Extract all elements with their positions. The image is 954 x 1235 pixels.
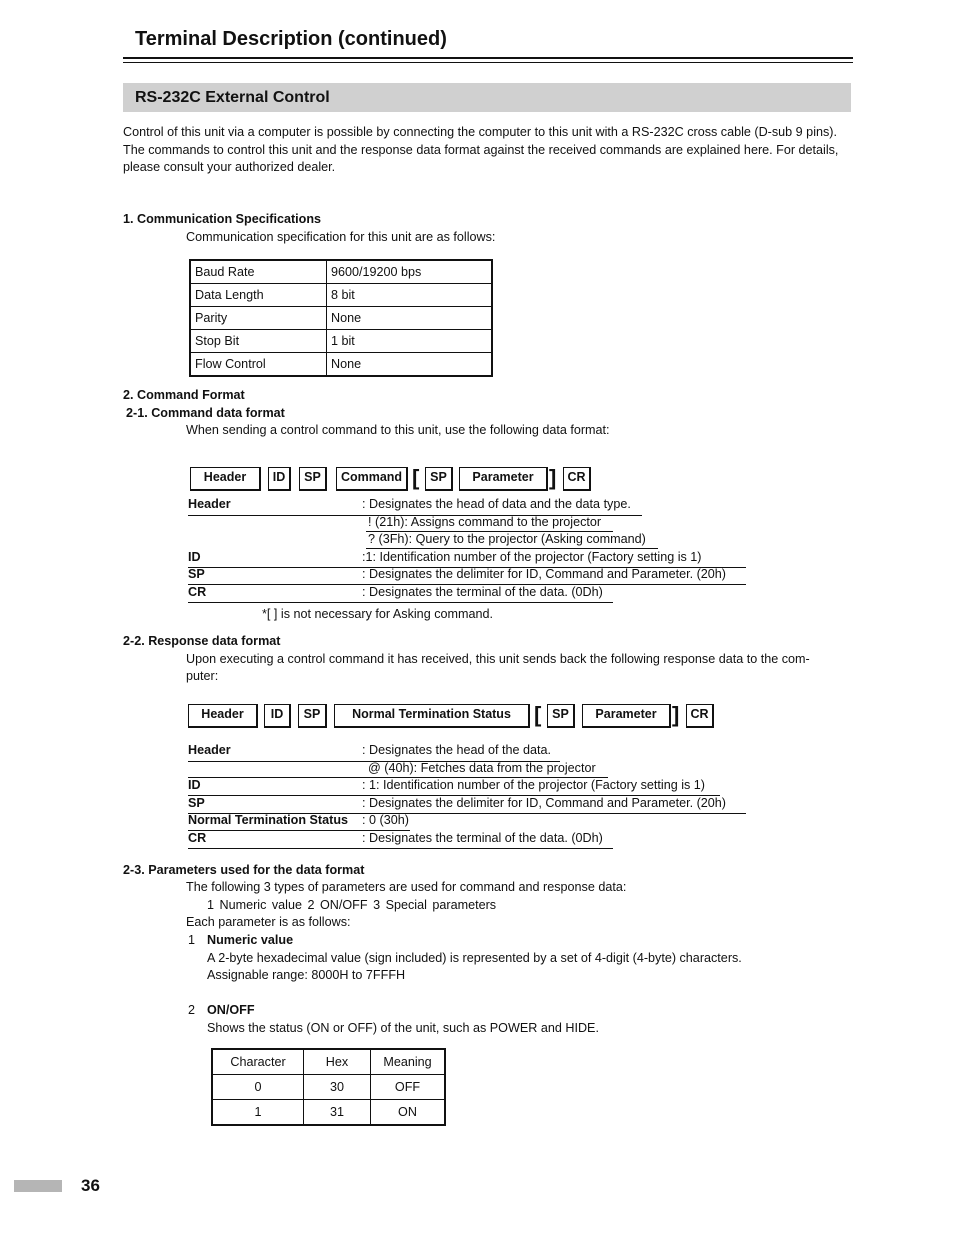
resp-def-text-nts: : 0 (30h) — [362, 813, 409, 827]
def-text-sp: : Designates the delimiter for ID, Command and Parameter. (20h) — [362, 567, 726, 581]
def-label-sp: SP — [188, 567, 205, 581]
numeric-value-title: Numeric value — [207, 933, 294, 947]
table-row — [190, 284, 492, 307]
table-cell: Stop Bit — [190, 330, 327, 353]
page-title: Terminal Description (continued) — [135, 28, 447, 50]
table-cell: None — [327, 353, 493, 377]
table-cell: None — [327, 307, 493, 330]
table-cell: OFF — [371, 1075, 446, 1100]
table-row — [212, 1100, 445, 1126]
resp-def-text-id: : 1: Identification number of the projector (Factory setting is 1) — [362, 778, 705, 792]
cmd-sub1-heading: 2-1. Command data format — [126, 406, 285, 420]
table-cell: Parity — [190, 307, 327, 330]
table-cell: 0 — [212, 1075, 304, 1100]
table-cell: ON — [371, 1100, 446, 1126]
format-box-sp: SP — [299, 467, 327, 491]
resp-desc-line2: puter: — [186, 669, 219, 683]
param-number: 1 — [188, 933, 196, 947]
def-label-id: ID — [188, 550, 201, 564]
resp-box-sp2: SP — [547, 704, 575, 728]
resp-heading: 2-2. Response data format — [123, 634, 281, 648]
onoff-desc: Shows the status (ON or OFF) of the unit, such as POWER and HIDE. — [207, 1021, 599, 1035]
section-banner — [123, 83, 851, 112]
optional-open-bracket: [ — [534, 702, 542, 727]
resp-box-cr: CR — [686, 704, 714, 728]
page-tab-bar — [14, 1180, 62, 1192]
resp-def-label-nts: Normal Termination Status — [188, 813, 349, 827]
comm-heading: 1. Communication Specifications — [123, 212, 322, 226]
params-desc: The following 3 types of parameters are used for command and response data: — [186, 880, 627, 894]
resp-def-text-cr: : Designates the terminal of the data. (0Dh) — [362, 831, 603, 845]
cmd-sub1-desc: When sending a control command to this unit, use the following data format: — [186, 423, 610, 437]
resp-def-label-id: ID — [188, 778, 201, 792]
resp-box-sp: SP — [298, 704, 327, 728]
page-number: 36 — [81, 1176, 100, 1195]
def-rule — [188, 848, 613, 849]
onoff-title: ON/OFF — [207, 1003, 255, 1017]
format-box-cr: CR — [563, 467, 591, 491]
title-rule-thin — [123, 62, 853, 63]
optional-close-bracket: ] — [672, 702, 680, 727]
def-label-header: Header — [188, 497, 231, 511]
comm-spec-table — [189, 259, 493, 377]
def-text-cr: : Designates the terminal of the data. (0Dh) — [362, 585, 603, 599]
intro-paragraph: Control of this unit via a computer is possible by connecting the computer to this unit with a RS-232C cross cable (D-sub 9 pins). The commands to control this unit and the response data format against the received commands are explained here. For details, please consult your authorized dealer. — [123, 125, 839, 174]
params-types: 1 Numeric value 2 ON/OFF 3 Special parameters — [207, 898, 497, 912]
resp-def-label-header: Header — [188, 743, 231, 757]
def-rule — [188, 602, 613, 603]
table-cell: Data Length — [190, 284, 327, 307]
table-cell: 8 bit — [327, 284, 493, 307]
format-box-header: Header — [190, 467, 261, 491]
params-heading: 2-3. Parameters used for the data format — [123, 863, 365, 877]
resp-box-id: ID — [264, 704, 291, 728]
table-cell: Flow Control — [190, 353, 327, 377]
resp-box-parameter: Parameter — [582, 704, 671, 728]
format-box-id: ID — [268, 467, 291, 491]
resp-desc-line1: Upon executing a control command it has received, this unit sends back the following response data to the com- — [186, 652, 810, 666]
format-box-command: Command — [336, 467, 408, 491]
def-sub-query: ? (3Fh): Query to the projector (Asking command) — [368, 532, 646, 546]
section-title: RS-232C External Control — [135, 89, 330, 106]
format-box-parameter: Parameter — [459, 467, 548, 491]
table-header-cell: Character — [212, 1049, 304, 1075]
params-each: Each parameter is as follows: — [186, 915, 351, 929]
table-header-cell: Meaning — [371, 1049, 446, 1075]
optional-close-bracket: ] — [549, 465, 557, 490]
numeric-value-desc: A 2-byte hexadecimal value (sign included) is represented by a set of 4-digit (4-byte) characters. — [207, 951, 742, 965]
comm-desc: Communication specification for this unit are as follows: — [186, 230, 496, 244]
table-cell: 9600/19200 bps — [327, 260, 493, 284]
table-header-row — [212, 1049, 445, 1075]
resp-def-sub-fetch: @ (40h): Fetches data from the projector — [368, 761, 596, 775]
numeric-value-range: Assignable range: 8000H to 7FFFH — [207, 968, 406, 982]
param-number: 2 — [188, 1003, 196, 1017]
table-cell: 1 — [212, 1100, 304, 1126]
table-row — [190, 353, 492, 377]
def-rule — [366, 548, 658, 549]
cmd-heading: 2. Command Format — [123, 388, 245, 402]
def-sub-assign: ! (21h): Assigns command to the projector — [368, 515, 602, 529]
resp-def-label-cr: CR — [188, 831, 207, 845]
table-row — [190, 307, 492, 330]
table-cell: Baud Rate — [190, 260, 327, 284]
resp-box-header: Header — [188, 704, 258, 728]
def-label-cr: CR — [188, 585, 207, 599]
table-row — [190, 330, 492, 353]
resp-def-text-header: : Designates the head of the data. — [362, 743, 552, 757]
table-cell: 30 — [304, 1075, 371, 1100]
format-box-sp2: SP — [425, 467, 453, 491]
asking-note: *[ ] is not necessary for Asking command. — [262, 607, 493, 621]
resp-def-label-sp: SP — [188, 796, 205, 810]
title-rule — [123, 57, 853, 59]
table-cell: 1 bit — [327, 330, 493, 353]
table-cell: 31 — [304, 1100, 371, 1126]
onoff-table — [211, 1048, 446, 1126]
def-text-header: : Designates the head of data and the data type. — [362, 497, 631, 511]
resp-def-text-sp: : Designates the delimiter for ID, Command and Parameter. (20h) — [362, 796, 726, 810]
optional-open-bracket: [ — [412, 465, 420, 490]
table-header-cell: Hex — [304, 1049, 371, 1075]
resp-box-normal-termination-status: Normal Termination Status — [334, 704, 530, 728]
table-row — [212, 1075, 445, 1100]
def-text-id: :1: Identification number of the projector (Factory setting is 1) — [362, 550, 702, 564]
table-row — [190, 260, 492, 284]
